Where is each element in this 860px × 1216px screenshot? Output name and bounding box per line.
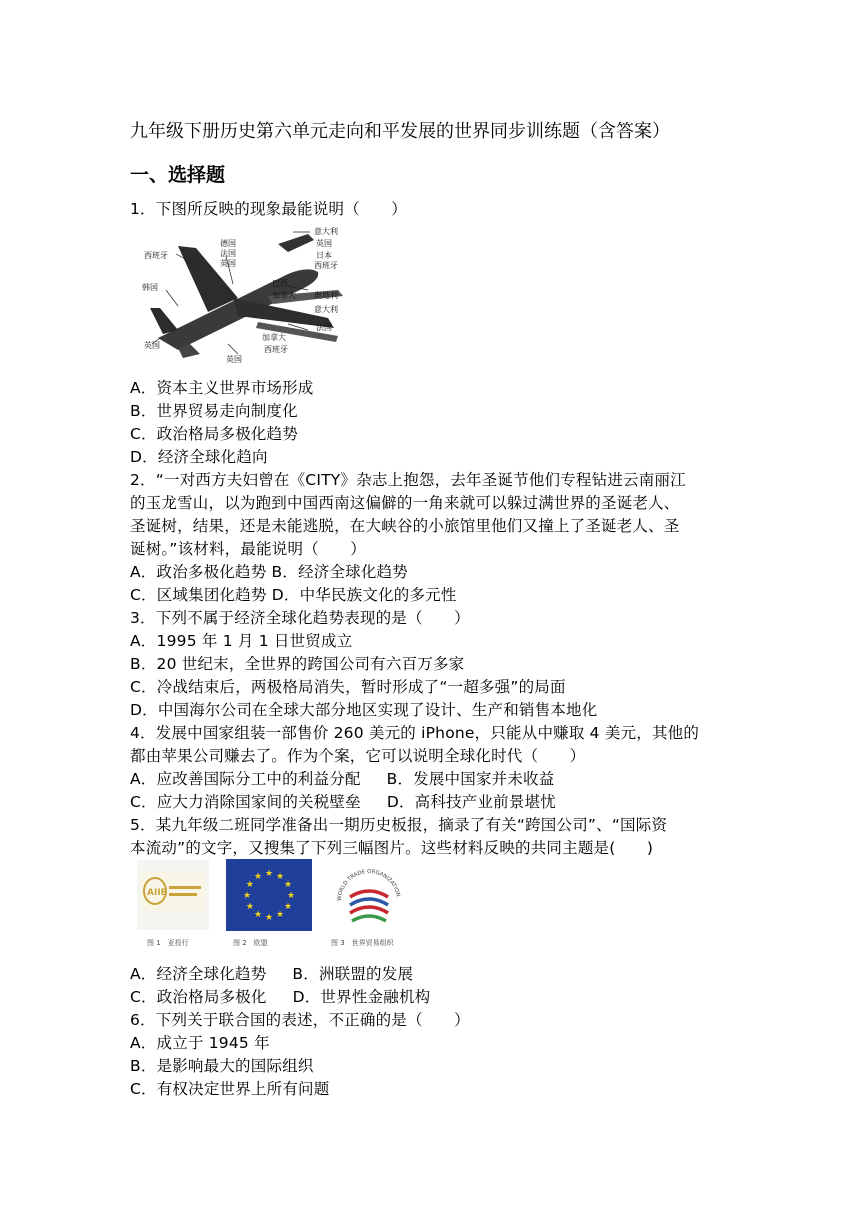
eu-star-icon: ★ [245,880,254,890]
q1-label-uk-4: 英国 [226,355,242,364]
q3-option-a: A．1995 年 1 月 1 日世贸成立 [130,632,353,650]
q4-line-1: 4．发展中国家组装一部售价 260 美元的 iPhone，只能从中赚取 4 美元，其他的 [130,724,700,742]
q2-options-ab: A．政治多极化趋势 B．经济全球化趋势 [130,563,408,581]
question-3-stem: 3．下列不属于经济全球化趋势表现的是（ ） [130,609,470,627]
q1-option-b: B．世界贸易走向制度化 [130,402,298,420]
q1-label-spain-2: 西班牙 [314,261,338,270]
q4-line-2: 都由苹果公司赚去了。作为个案，它可以说明全球化时代（ ） [130,747,586,765]
caption-figure-3: 图 3 世界贸易组织 [331,939,394,947]
q4-options-cd [130,790,556,812]
eu-star-icon: ★ [253,910,263,921]
wto-ring-text: WORLD TRADE ORGANIZATION [336,868,401,902]
q4-options-ab [130,767,554,789]
eu-flag-image [226,859,312,931]
q1-option-c: C．政治格局多极化趋势 [130,425,299,443]
aiib-mark-text: AIIB [147,888,168,898]
section-heading: 一、选择题 [130,164,226,186]
eu-star-icon: ★ [275,871,285,882]
eu-star-icon: ★ [253,871,263,882]
caption-figure-2: 图 2 欧盟 [233,939,268,947]
document-title: 九年级下册历史第六单元走向和平发展的世界同步训练题（含答案） [130,121,670,142]
q1-globalization-airplane-figure [138,226,360,366]
q3-option-d: D．中国海尔公司在全球大部分地区实现了设计、生产和销售本地化 [130,701,598,719]
q2-line-3: 圣诞树，结果，还是未能逃脱，在大峡谷的小旅馆里他们又撞上了圣诞老人、圣 [130,517,680,535]
q4-option-b: B．发展中国家并未收益 [386,770,555,788]
q6-option-a: A．成立于 1945 年 [130,1034,270,1052]
q5-options-cd [130,985,430,1007]
q2-line-4: 诞树。”该材料，最能说明（ ） [130,540,366,558]
eu-star-icon: ★ [275,910,285,921]
q1-label-japan: 日本 [316,251,332,260]
q5-line-2: 本流动”的文字，又搜集了下列三幅图片。这些材料反映的共同主题是( ) [130,839,654,857]
q1-label-france: 法国 [220,249,236,258]
q4-option-c: C．应大力消除国家间的关税壁垒 [130,793,361,811]
q1-label-spain-3: 西班牙 [264,345,288,354]
q5-options-ab [130,962,413,984]
q5-three-logos-figure [135,857,420,953]
q3-option-b: B．20 世纪末，全世界的跨国公司有六百万多家 [130,655,465,673]
q2-options-cd: C．区域集团化趋势 D．中华民族文化的多元性 [130,586,457,604]
eu-star-icon: ★ [284,902,293,912]
q3-option-c: C．冷战结束后，两极格局消失，暂时形成了“一超多强”的局面 [130,678,566,696]
q1-label-canada: 加拿大 [272,291,296,300]
q1-label-canada-2: 加拿大 [262,333,286,342]
q5-option-c: C．政治格局多极化 [130,988,267,1006]
q6-option-c: C．有权决定世界上所有问题 [130,1080,330,1098]
q1-label-korea: 韩国 [142,283,158,292]
q1-label-italy: 意大利 [314,227,338,236]
eu-star-icon: ★ [264,869,274,879]
q1-option-d: D．经济全球化趋向 [130,448,268,466]
q2-line-1: 2．“一对西方夫妇曾在《CITY》杂志上抱怨，去年圣诞节他们专程钻进云南丽江 [130,471,686,489]
q5-option-d: D．世界性金融机构 [292,988,431,1006]
eu-star-icon: ★ [245,902,254,912]
q5-option-a: A．经济全球化趋势 [130,965,267,983]
q1-label-uk: 英国 [220,259,236,268]
caption-figure-1: 图 1 亚投行 [147,939,189,947]
q1-label-italy-2: 意大利 [314,305,338,314]
q1-label-spain: 西班牙 [144,251,168,260]
q1-label-brazil: 巴西 [272,279,288,288]
q1-label-germany: 德国 [220,239,236,248]
eu-star-icon: ★ [284,880,293,890]
q1-label-austria: 奥地利 [314,291,338,300]
wto-logo-image [327,859,411,931]
eu-star-icon: ★ [264,913,274,923]
q1-option-a: A．资本主义世界市场形成 [130,379,314,397]
aiib-logo-image [137,860,209,930]
q1-label-france-2: 法国 [316,323,332,332]
eu-star-icon: ★ [242,891,252,901]
q5-option-b: B．洲联盟的发展 [292,965,414,983]
q2-line-2: 的玉龙雪山，以为跑到中国西南这偏僻的一角来就可以躲过满世界的圣诞老人、 [130,494,680,512]
eu-star-icon: ★ [286,891,296,901]
q1-label-uk-3: 英国 [144,341,160,350]
q6-option-b: B．是影响最大的国际组织 [130,1057,314,1075]
q4-option-d: D．高科技产业前景堪忧 [386,793,556,811]
question-6-stem: 6．下列关于联合国的表述，不正确的是（ ） [130,1011,470,1029]
q4-option-a: A．应改善国际分工中的利益分配 [130,770,361,788]
q5-line-1: 5．某九年级二班同学准备出一期历史板报，摘录了有关“跨国公司”、“国际资 [130,816,668,834]
question-1-stem: 1．下图所反映的现象最能说明（ ） [130,200,407,218]
q1-label-uk-2: 英国 [316,239,332,248]
